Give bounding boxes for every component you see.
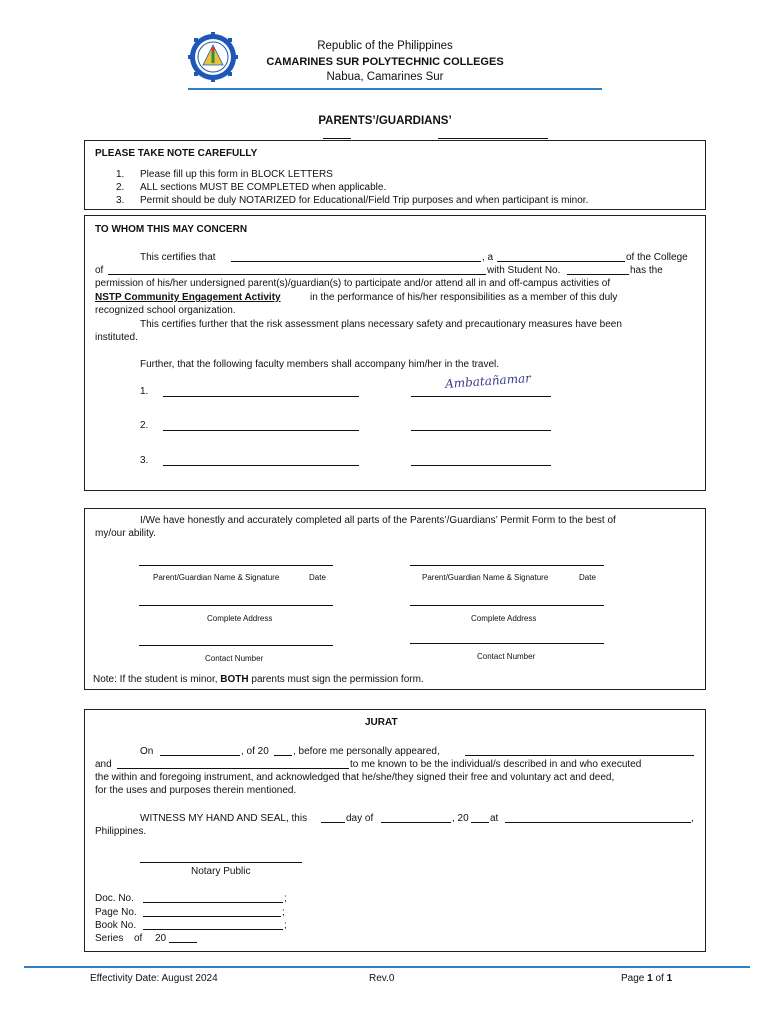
has-the-text: has the xyxy=(630,265,663,276)
organization-text: recognized school organization. xyxy=(95,305,236,316)
page-no-semicolon: ; xyxy=(282,907,285,918)
jurat-person-field[interactable] xyxy=(465,755,694,756)
witness-day-field[interactable] xyxy=(321,822,345,823)
series-20: 20 xyxy=(155,933,167,944)
parent-1-contact-field[interactable] xyxy=(139,645,333,646)
jurat-title: JURAT xyxy=(365,717,398,728)
header-location: Nabua, Camarines Sur xyxy=(326,71,444,83)
header-college-name: CAMARINES SUR POLYTECHNIC COLLEGES xyxy=(266,56,504,68)
note-item-2-num: 2. xyxy=(116,182,125,193)
of-text: of xyxy=(95,265,104,276)
faculty-num-3: 3. xyxy=(140,455,149,466)
faculty-num-2: 2. xyxy=(140,420,149,431)
minor-note-c: parents must sign the permission form. xyxy=(251,674,424,685)
parent-1-address-field[interactable] xyxy=(139,605,333,606)
note-item-1: Please fill up this form in BLOCK LETTERS xyxy=(140,169,333,180)
faculty-1-name-field[interactable] xyxy=(163,396,359,397)
jurat-on: On xyxy=(140,746,154,757)
parent-1-signature-label: Parent/Guardian Name & Signature xyxy=(153,573,280,582)
note-section xyxy=(84,140,706,210)
note-item-3-num: 3. xyxy=(116,195,125,206)
faculty-intro: Further, that the following faculty members shall accompany him/her in the travel. xyxy=(140,359,500,370)
witness-20: , 20 xyxy=(452,813,469,824)
effectivity-date: Effectivity Date: August 2024 xyxy=(90,973,218,984)
responsibilities-text: in the performance of his/her responsibilities as a member of this duly xyxy=(310,292,618,303)
header-republic: Republic of the Philippines xyxy=(317,40,453,52)
honesty-statement-end: my/our ability. xyxy=(95,528,156,539)
certifies-text: This certifies that xyxy=(140,252,216,263)
book-no-field[interactable] xyxy=(143,929,283,930)
book-no-semicolon: ; xyxy=(284,920,287,931)
faculty-1-signature-field[interactable] xyxy=(411,396,551,397)
year-level-field[interactable] xyxy=(497,261,625,262)
witness-at: at xyxy=(490,813,499,824)
jurat-person2-field[interactable] xyxy=(117,768,349,769)
minor-note-both: BOTH xyxy=(220,674,249,685)
notary-label: Notary Public xyxy=(191,866,251,877)
faculty-1-signature: Ambatañamar xyxy=(444,371,532,391)
note-title: PLEASE TAKE NOTE CAREFULLY xyxy=(95,148,258,159)
jurat-day-field[interactable] xyxy=(160,755,240,756)
minor-note-a: Note: If the student is minor, xyxy=(93,674,218,685)
a-text: , a xyxy=(482,252,494,263)
page-word: Page xyxy=(621,973,645,984)
parent-2-address-field[interactable] xyxy=(410,605,604,606)
witness-comma: , xyxy=(691,813,694,824)
parent-1-signature-field[interactable] xyxy=(139,565,333,566)
parent-2-signature-field[interactable] xyxy=(410,565,604,566)
concern-title: TO WHOM THIS MAY CONCERN xyxy=(95,224,248,235)
concern-section xyxy=(84,215,706,491)
honesty-statement: I/We have honestly and accurately completed all parts of the Parents’/Guardians’ Permit Form to the best of xyxy=(140,515,616,526)
faculty-2-signature-field[interactable] xyxy=(411,430,551,431)
series-label: Series xyxy=(95,933,124,944)
witness-philippines: Philippines. xyxy=(95,826,147,837)
jurat-year-field[interactable] xyxy=(274,755,292,756)
jurat-and: and xyxy=(95,759,112,770)
witness-month-field[interactable] xyxy=(381,822,451,823)
parent-1-address-label: Complete Address xyxy=(207,614,273,623)
jurat-purposes: for the uses and purposes therein mentioned. xyxy=(95,785,297,796)
page-indicator xyxy=(621,973,672,984)
jurat-section xyxy=(84,709,706,952)
header-divider xyxy=(188,88,602,90)
note-item-2: ALL sections MUST BE COMPLETED when applicable. xyxy=(140,182,387,193)
note-item-3: Permit should be duly NOTARIZED for Educational/Field Trip purposes and when participant is minor. xyxy=(140,195,589,206)
college-field[interactable] xyxy=(108,274,486,275)
parent-guardian-section xyxy=(84,508,706,690)
faculty-3-name-field[interactable] xyxy=(163,465,359,466)
note-item-1-num: 1. xyxy=(116,169,125,180)
witness-place-field[interactable] xyxy=(505,822,691,823)
jurat-appeared: , before me personally appeared, xyxy=(293,746,440,757)
faculty-2-name-field[interactable] xyxy=(163,430,359,431)
series-year-field[interactable] xyxy=(169,942,197,943)
page-no-field[interactable] xyxy=(143,916,281,917)
title-underline-left xyxy=(323,138,351,139)
parent-2-contact-field[interactable] xyxy=(410,643,604,644)
parent-2-date-label: Date xyxy=(579,573,596,582)
parent-1-date-label: Date xyxy=(309,573,326,582)
footer-divider xyxy=(24,966,750,968)
student-no-field[interactable] xyxy=(567,274,629,275)
jurat-instrument: the within and foregoing instrument, and acknowledged that he/she/they signed their free and voluntary act and deed, xyxy=(95,772,615,783)
of-college-text: of the College xyxy=(626,252,688,263)
parent-2-signature-label: Parent/Guardian Name & Signature xyxy=(422,573,549,582)
faculty-num-1: 1. xyxy=(140,386,149,397)
student-name-field[interactable] xyxy=(231,261,481,262)
minor-note xyxy=(93,673,424,686)
student-no-label: with Student No. xyxy=(487,265,561,276)
doc-no-semicolon: ; xyxy=(284,893,287,904)
revision: Rev.0 xyxy=(369,973,395,984)
instituted-text: instituted. xyxy=(95,332,138,343)
parent-1-contact-label: Contact Number xyxy=(205,654,264,663)
page-no-label: Page No. xyxy=(95,907,137,918)
page-total: 1 xyxy=(666,973,673,984)
jurat-known: to me known to be the individual/s described in and who executed xyxy=(350,759,642,770)
witness-day-of: day of xyxy=(346,813,374,824)
doc-no-field[interactable] xyxy=(143,902,283,903)
doc-no-label: Doc. No. xyxy=(95,893,134,904)
risk-text: This certifies further that the risk assessment plans necessary safety and precautionary measures have been xyxy=(140,319,622,330)
parent-2-address-label: Complete Address xyxy=(471,614,537,623)
activity-name: NSTP Community Engagement Activity xyxy=(95,292,281,303)
title-underline-right xyxy=(438,138,548,139)
page-of: of xyxy=(655,973,664,984)
witness-text: WITNESS MY HAND AND SEAL, this xyxy=(140,813,308,824)
witness-year-field[interactable] xyxy=(471,822,489,823)
book-no-label: Book No. xyxy=(95,920,137,931)
notary-signature-field[interactable] xyxy=(140,862,302,863)
form-title: PARENTS’/GUARDIANS’ xyxy=(318,115,452,127)
page-current: 1 xyxy=(647,973,653,984)
parent-2-contact-label: Contact Number xyxy=(477,652,536,661)
jurat-of-20: , of 20 xyxy=(241,746,269,757)
series-of: of xyxy=(134,933,143,944)
faculty-3-signature-field[interactable] xyxy=(411,465,551,466)
permission-text: permission of his/her undersigned parent(s)/guardian(s) to participate and/or attend all in and off-campus activities of xyxy=(95,278,611,289)
